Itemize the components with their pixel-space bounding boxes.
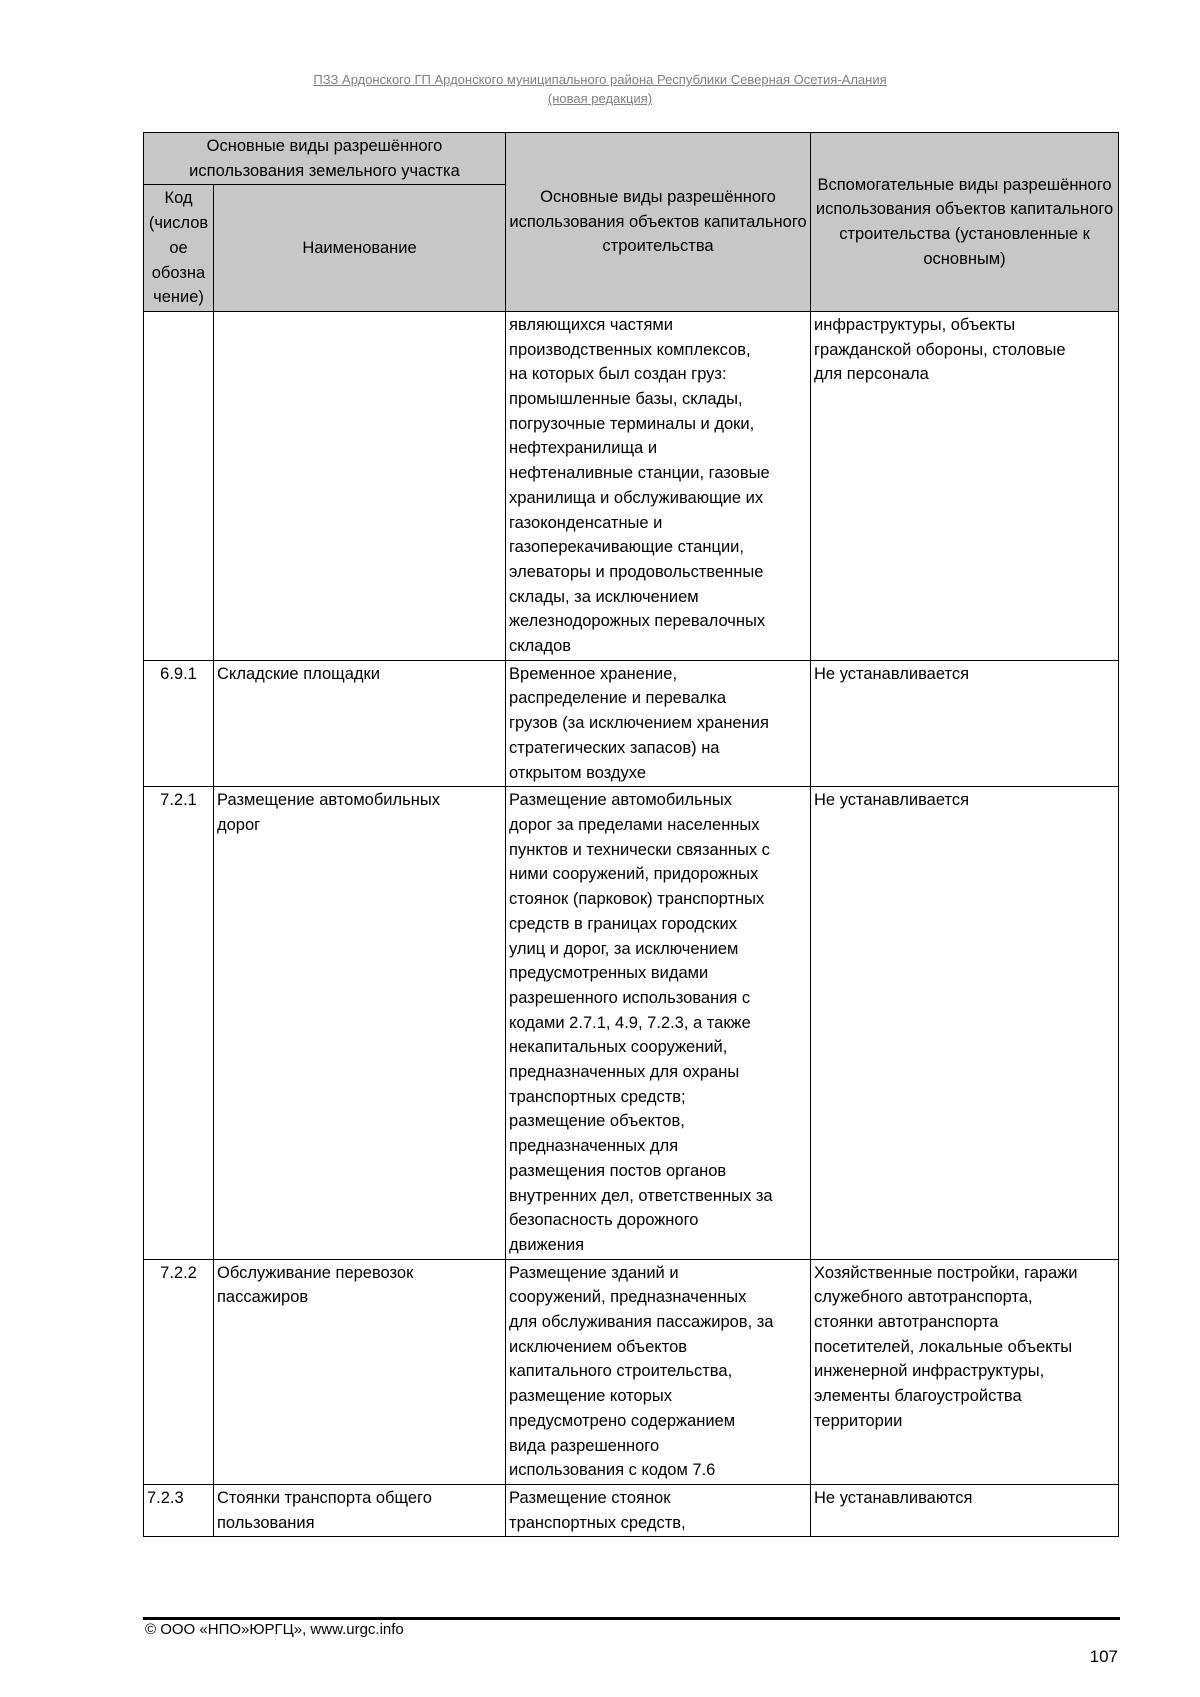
row-main-oks: Размещение стоянок транспортных средств, [506, 1484, 811, 1536]
header-code: Код (числов ое обозна чение) [144, 185, 214, 312]
row-aux-oks: Хозяйственные постройки, гаражи служебного автотранспорта, стоянки автотранспорта посетителей, локальные объекты инженерной инфраструктуры, элементы благоустройства территории [811, 1259, 1119, 1484]
row-main-oks: Размещение автомобильных дорог за пределами населенных пунктов и технически связанных с ними сооружений, придорожных стоянок (парковок) транспортных средств в границах городских улиц и дорог, за исключением предусмотренных видами разрешенного использования с кодами 2.7.1, 4.9, 7.2.3, а также некапитальных сооружений, предназначенных для охраны транспортных средств; размещение объектов, предназначенных для размещения постов органов внутренних дел, ответственных за безопасность дорожного движения [506, 787, 811, 1259]
row-aux-oks: Не устанавливаются [811, 1484, 1119, 1536]
row-aux-oks: Не устанавливается [811, 787, 1119, 1259]
row-main-oks: Размещение зданий и сооружений, предназначенных для обслуживания пассажиров, за исключением объектов капитального строительства, размещение которых предусмотрено содержанием вида разрешенного использования с кодом 7.6 [506, 1259, 811, 1484]
row-name: Размещение автомобильных дорог [214, 787, 506, 1259]
header-group-land-use: Основные виды разрешённого использования земельного участка [144, 133, 506, 185]
row-name: Стоянки транспорта общего пользования [214, 1484, 506, 1536]
row-aux-oks: инфраструктуры, объекты гражданской обороны, столовые для персонала [811, 311, 1119, 660]
row-code: 7.2.3 [144, 1484, 214, 1536]
footer-copyright: © ООО «НПО»ЮРГЦ», www.urgc.info [145, 1621, 404, 1638]
header-aux-oks: Вспомогательные виды разрешённого использования объектов капитального строительства (установленные к основным) [811, 133, 1119, 312]
row-name: Складские площадки [214, 660, 506, 787]
row-main-oks: Временное хранение, распределение и перевалка грузов (за исключением хранения стратегических запасов) на открытом воздухе [506, 660, 811, 787]
row-code: 7.2.1 [144, 787, 214, 1259]
table-row [144, 1484, 1119, 1536]
row-main-oks: являющихся частями производственных комплексов, на которых был создан груз: промышленные базы, склады, погрузочные терминалы и доки, нефтехранилища и нефтеналивные станции, газовые хранилища и обслуживающие их газоконденсатные и газоперекачивающие станции, элеваторы и продовольственные склады, за исключением железнодорожных перевалочных складов [506, 311, 811, 660]
table-row [144, 660, 1119, 787]
row-code [144, 311, 214, 660]
table-row [144, 787, 1119, 1259]
page-number: 107 [1089, 1647, 1118, 1666]
zoning-table [143, 132, 1119, 1537]
header-subtitle: (новая редакция) [547, 91, 653, 106]
row-aux-oks: Не устанавливается [811, 660, 1119, 787]
table-row [144, 311, 1119, 660]
page-header [0, 70, 1200, 108]
row-name: Обслуживание перевозок пассажиров [214, 1259, 506, 1484]
table-header-row [144, 133, 1119, 185]
row-name [214, 311, 506, 660]
row-code: 7.2.2 [144, 1259, 214, 1484]
header-main-oks: Основные виды разрешённого использования объектов капитального строительства [506, 133, 811, 312]
row-code: 6.9.1 [144, 660, 214, 787]
footer-divider [143, 1617, 1120, 1620]
header-name: Наименование [214, 185, 506, 312]
table-row [144, 1259, 1119, 1484]
header-title: ПЗЗ Ардонского ГП Ардонского муниципального района Республики Северная Осетия-Алания [313, 72, 887, 87]
